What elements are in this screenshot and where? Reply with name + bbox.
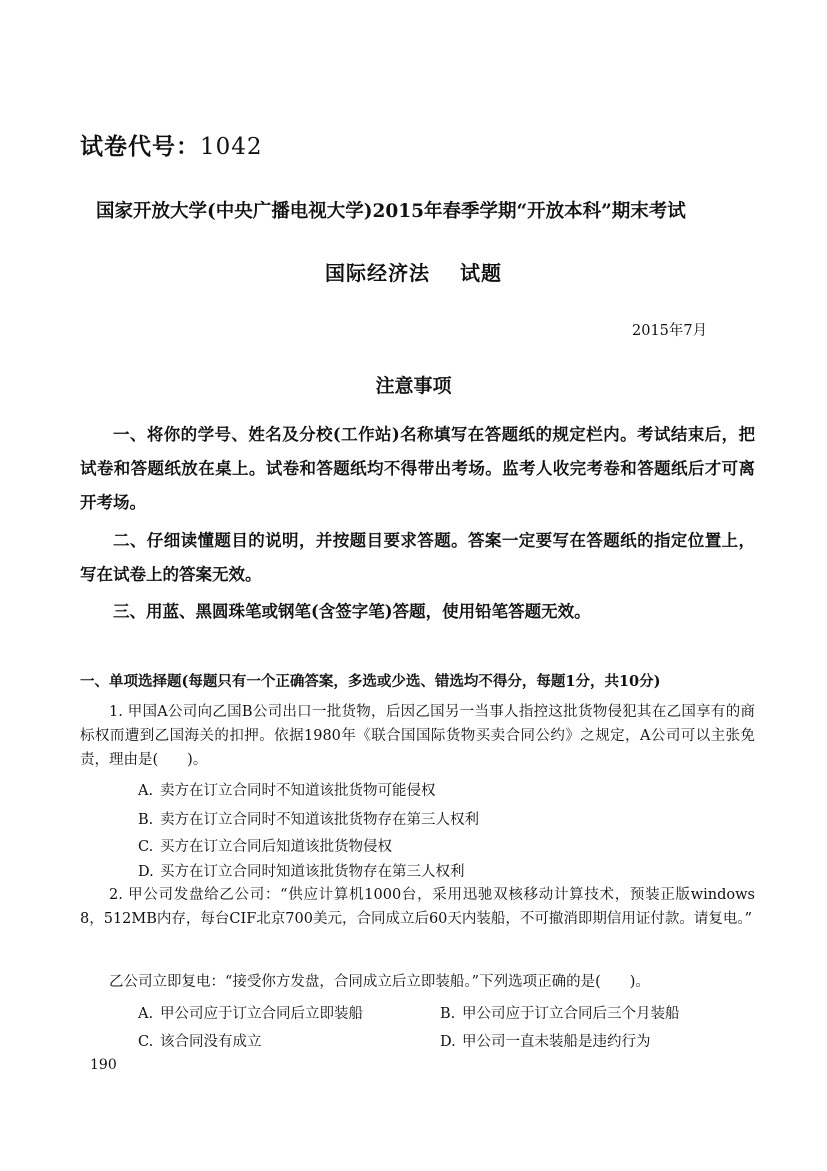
question-2-option-a: A. 甲公司应于订立合同后立即装船 — [138, 1006, 363, 1022]
page-number: 190 — [90, 1057, 117, 1073]
notice-title: 注意事项 — [375, 375, 452, 397]
exam-code-label: 试卷代号： — [80, 133, 200, 160]
course-name: 国际经济法 — [325, 261, 430, 285]
notice-item: 三、用蓝、黑圆珠笔或钢笔(含签字笔)答题，使用铅笔答题无效。 — [113, 602, 591, 621]
question-1-option-c: C. 买方在订立合同后知道该批货物侵权 — [138, 839, 392, 855]
exam-code — [80, 128, 263, 161]
notice-item: 一、将你的学号、姓名及分校(工作站)名称填写在答题纸的规定栏内。考试结束后，把试卷和答题纸放在桌上。试卷和答题纸均不得带出考场。监考人收完考卷和答题纸后才可离开考场。 — [80, 425, 755, 512]
question-2-stem: 2. 甲公司发盘给乙公司：“供应计算机1000台，采用迅驰双核移动计算技术，预装正版windows 8，512MB内存，每台CIF北京700美元，合同成立后60天内装船，不可撤消即期信用证付款。请复电。” — [80, 887, 755, 927]
section-heading: 一、单项选择题(每题只有一个正确答案，多选或少选、错选均不得分，每题1分，共10分) — [80, 673, 661, 690]
exam-code-number: 1042 — [200, 134, 263, 160]
notice-item: 二、仔细读懂题目的说明，并按题目要求答题。答案一定要写在答题纸的指定位置上，写在试卷上的答案无效。 — [80, 531, 755, 584]
question-1-option-b: B. 卖方在订立合同时不知道该批货物存在第三人权利 — [138, 812, 479, 828]
course-suffix: 试题 — [460, 261, 502, 285]
course-title — [0, 257, 827, 286]
question-1-option-d: D. 买方在订立合同时知道该批货物存在第三人权利 — [138, 864, 465, 880]
question-2-option-b: B. 甲公司应于订立合同后三个月装船 — [440, 1006, 680, 1022]
question-2-stem-reply: 乙公司立即复电：“接受你方发盘，合同成立后立即装船。”下列选项正确的是( )。 — [109, 974, 650, 990]
question-2-option-d: D. 甲公司一直未装船是违约行为 — [440, 1034, 651, 1050]
question-1-stem: 1. 甲国A公司向乙国B公司出口一批货物，后因乙国另一当事人指控这批货物侵犯其在乙国享有的商标权而遭到乙国海关的扣押。依据1980年《联合国国际货物买卖合同公约》之规定，A公司可以主张免责，理由是( )。 — [80, 704, 755, 768]
university-exam-line: 国家开放大学(中央广播电视大学)2015年春季学期“开放本科”期末考试 — [96, 201, 686, 222]
exam-date: 2015年7月 — [632, 323, 708, 339]
question-1-option-a: A. 卖方在订立合同时不知道该批货物可能侵权 — [138, 783, 436, 799]
question-2-option-c: C. 该合同没有成立 — [138, 1034, 262, 1050]
